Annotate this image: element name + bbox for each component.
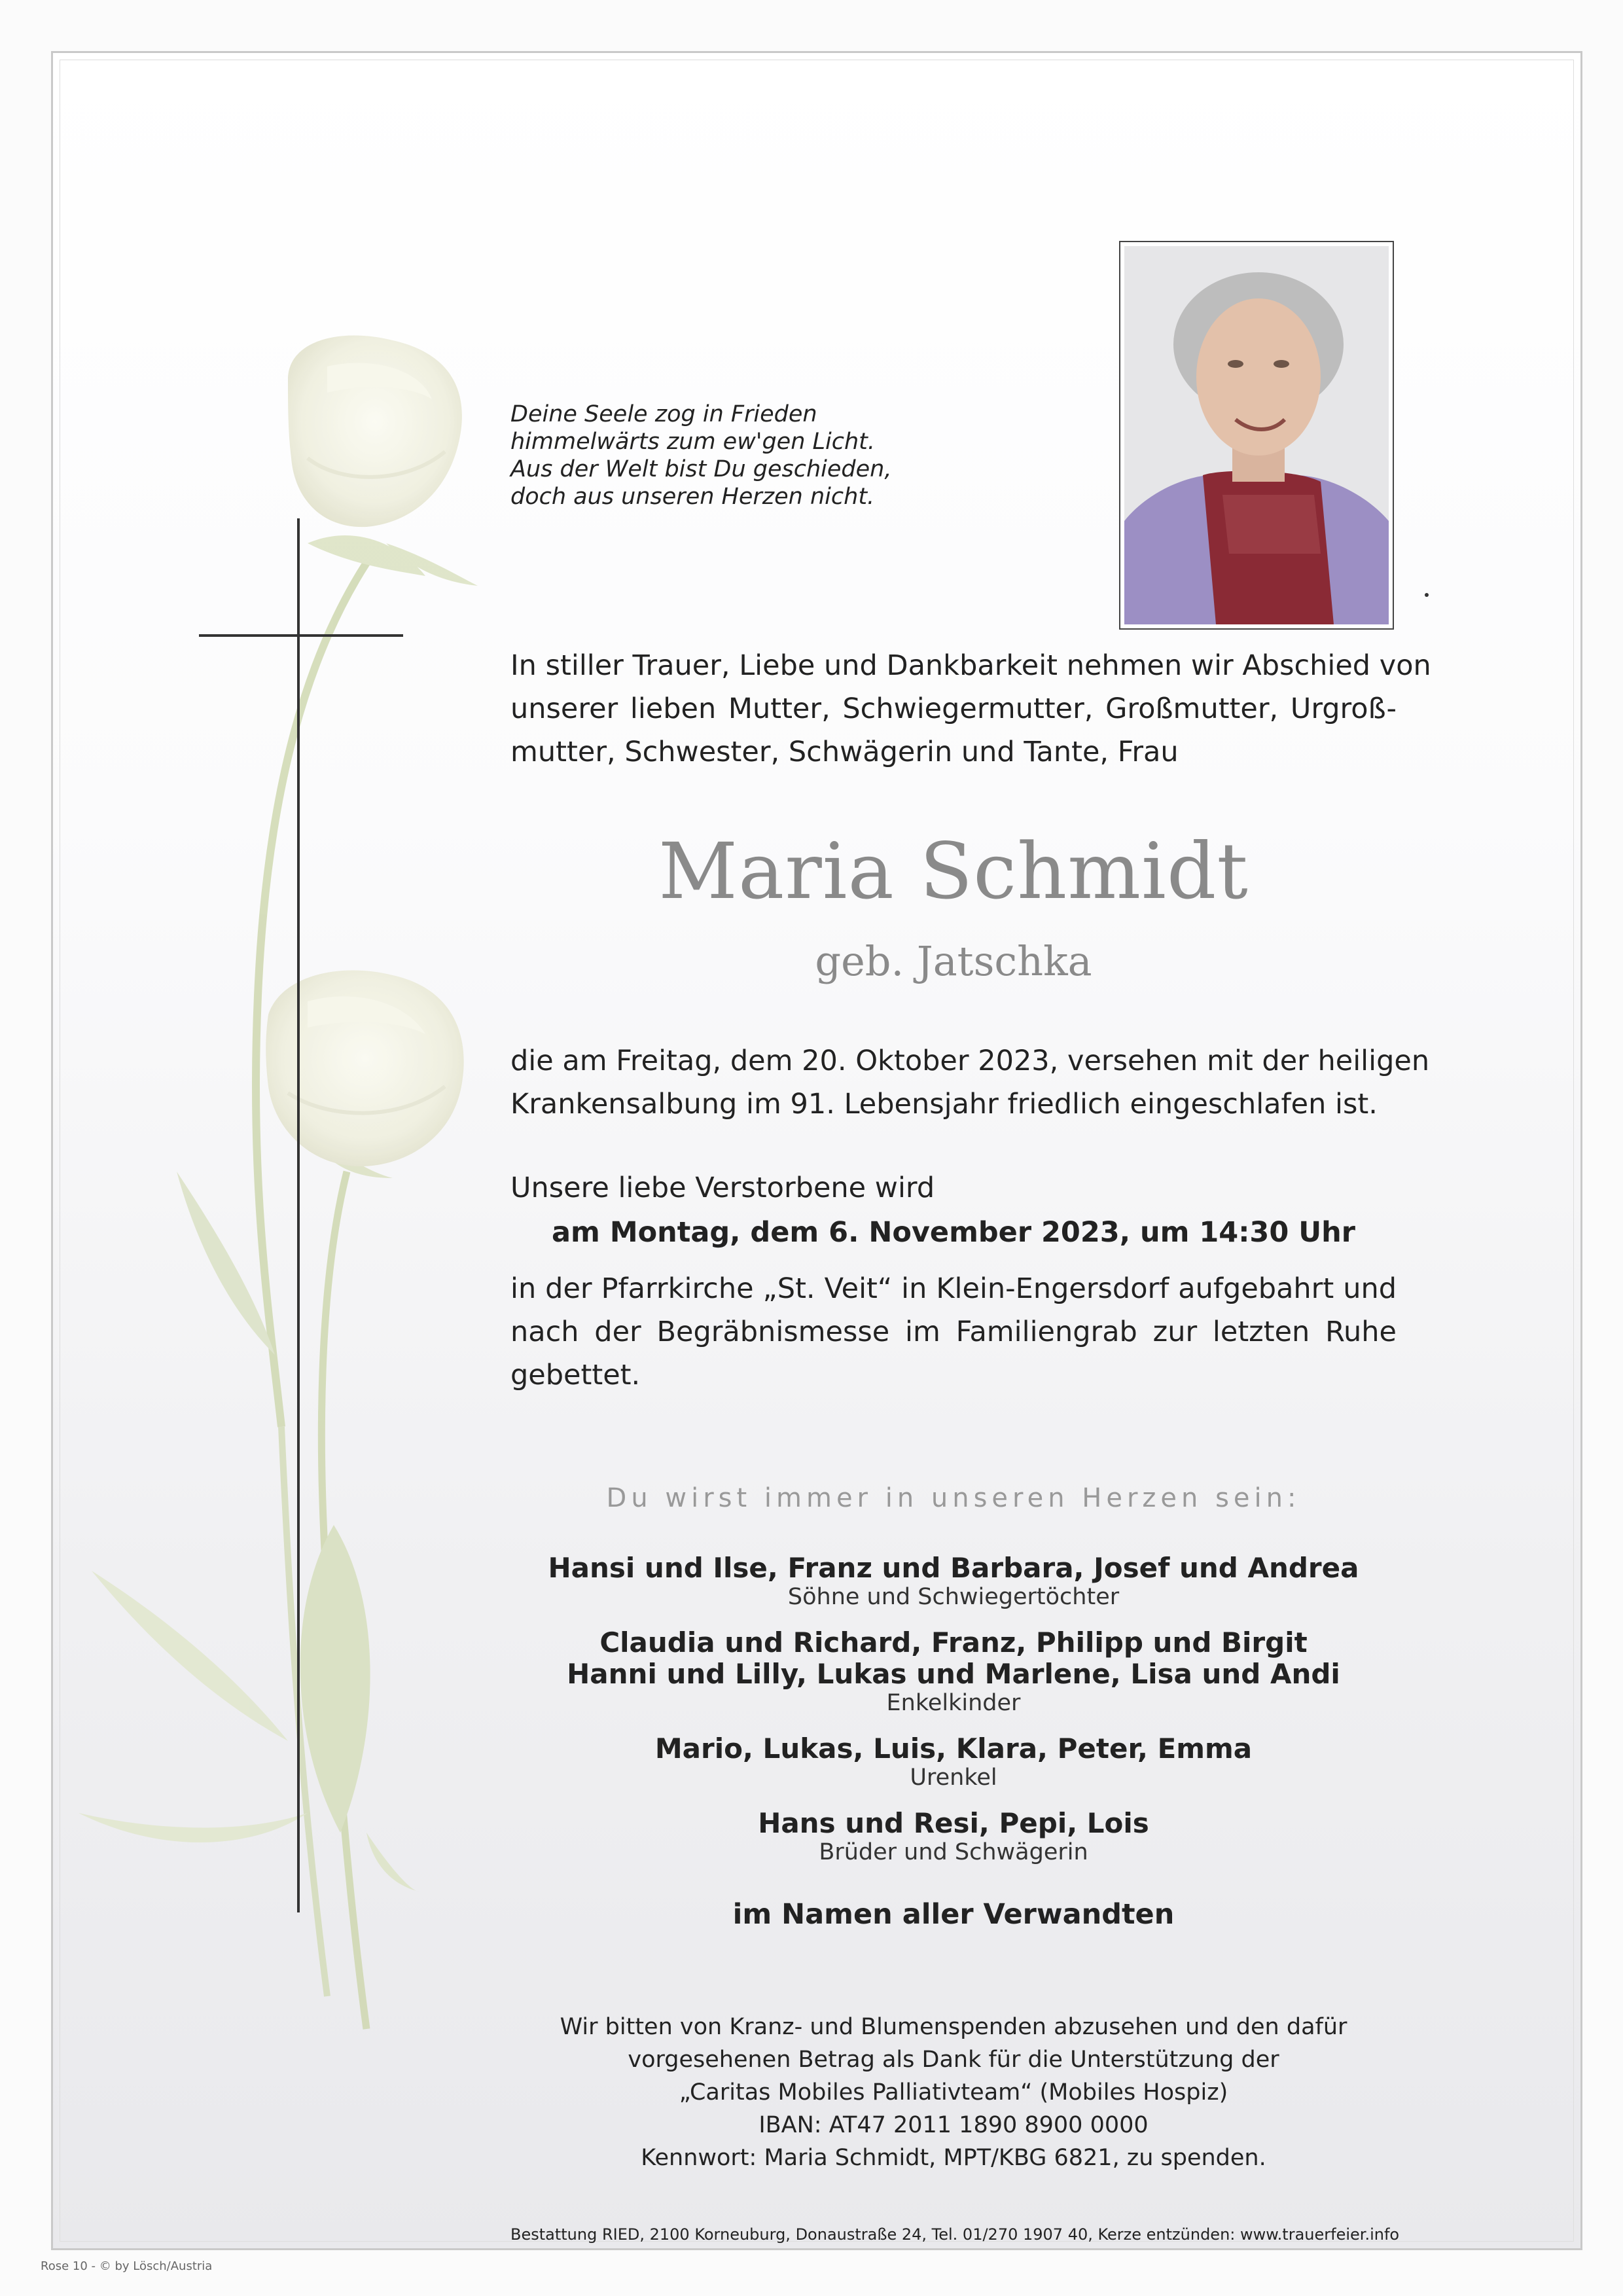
funeral-line: gebettet. — [510, 1359, 641, 1391]
donation-line: „Caritas Mobiles Palliativteam“ (Mobiles Hospiz) — [679, 2079, 1228, 2106]
family-relation: Enkelkinder — [886, 1690, 1021, 1716]
donation-line: Kennwort: Maria Schmidt, MPT/KBG 6821, zu spenden. — [641, 2145, 1266, 2171]
poem — [510, 401, 929, 511]
heart-line: Du wirst immer in unseren Herzen sein: — [606, 1483, 1301, 1513]
design-credit: Rose 10 - © by Lösch/Austria — [41, 2259, 213, 2273]
deceased-name: Maria Schmidt — [658, 826, 1249, 916]
portrait-photo-frame — [1119, 241, 1394, 630]
maiden-name: geb. Jatschka — [815, 937, 1092, 985]
family-list — [510, 1552, 1397, 1882]
donation-request — [510, 2011, 1397, 2174]
intro-line: mutter, Schwester, Schwägerin und Tante, Frau — [510, 736, 1179, 768]
family-relation: Urenkel — [910, 1765, 997, 1791]
intro-paragraph — [510, 644, 1431, 774]
family-relation: Söhne und Schwiegertöchter — [787, 1584, 1120, 1610]
relatives-line: im Namen aller Verwandten — [732, 1898, 1175, 1931]
funeral-details — [510, 1267, 1397, 1397]
family-group — [510, 1552, 1397, 1610]
poem-line: himmelwärts zum ew'gen Licht. — [510, 429, 876, 455]
portrait-photo — [1124, 246, 1389, 624]
donation-line: vorgesehenen Betrag als Dank für die Unterstützung der — [628, 2047, 1279, 2073]
poem-line: Deine Seele zog in Frieden — [510, 401, 817, 427]
intro-line: In stiller Trauer, Liebe und Dankbarkeit nehmen wir Abschied von — [510, 649, 1431, 682]
speck — [1425, 593, 1429, 597]
cross-horizontal-bar — [199, 634, 403, 637]
death-notice-line: die am Freitag, dem 20. Oktober 2023, versehen mit der heiligen — [510, 1045, 1430, 1077]
cross-vertical-bar — [297, 518, 300, 1912]
family-names: Hanni und Lilly, Lukas und Marlene, Lisa und Andi — [567, 1658, 1340, 1690]
family-group — [510, 1627, 1397, 1716]
family-group — [510, 1733, 1397, 1791]
family-relation: Brüder und Schwägerin — [819, 1839, 1088, 1865]
family-names: Mario, Lukas, Luis, Klara, Peter, Emma — [654, 1732, 1253, 1765]
donation-iban: IBAN: AT47 2011 1890 8900 0000 — [758, 2112, 1149, 2138]
intro-line: unserer lieben Mutter, Schwiegermutter, Großmutter, Urgroß- — [510, 692, 1397, 725]
funeral-line: in der Pfarrkirche „St. Veit“ in Klein-Engersdorf aufgebahrt und — [510, 1272, 1397, 1305]
family-names: Hansi und Ilse, Franz und Barbara, Josef und Andrea — [548, 1552, 1359, 1584]
poem-line: Aus der Welt bist Du geschieden, — [510, 456, 892, 482]
family-names: Hans und Resi, Pepi, Lois — [758, 1807, 1149, 1839]
death-notice-line: Krankensalbung im 91. Lebensjahr friedlich eingeschlafen ist. — [510, 1088, 1378, 1121]
funeral-home-footer: Bestattung RIED, 2100 Korneuburg, Donaustraße 24, Tel. 01/270 1907 40, Kerze entzünden: www.trauerfeier.info — [510, 2225, 1400, 2244]
funeral-intro — [510, 1166, 1397, 1210]
donation-line: Wir bitten von Kranz- und Blumenspenden abzusehen und den dafür — [560, 2014, 1347, 2040]
death-notice — [510, 1039, 1430, 1126]
funeral-line: nach der Begräbnismesse im Familiengrab zur letzten Ruhe — [510, 1316, 1397, 1348]
family-group — [510, 1808, 1397, 1865]
funeral-date-time: am Montag, dem 6. November 2023, um 14:30 Uhr — [552, 1216, 1355, 1249]
family-names: Claudia und Richard, Franz, Philipp und Birgit — [599, 1626, 1308, 1659]
funeral-intro-line: Unsere liebe Verstorbene wird — [510, 1172, 935, 1204]
poem-line: doch aus unseren Herzen nicht. — [510, 484, 875, 510]
